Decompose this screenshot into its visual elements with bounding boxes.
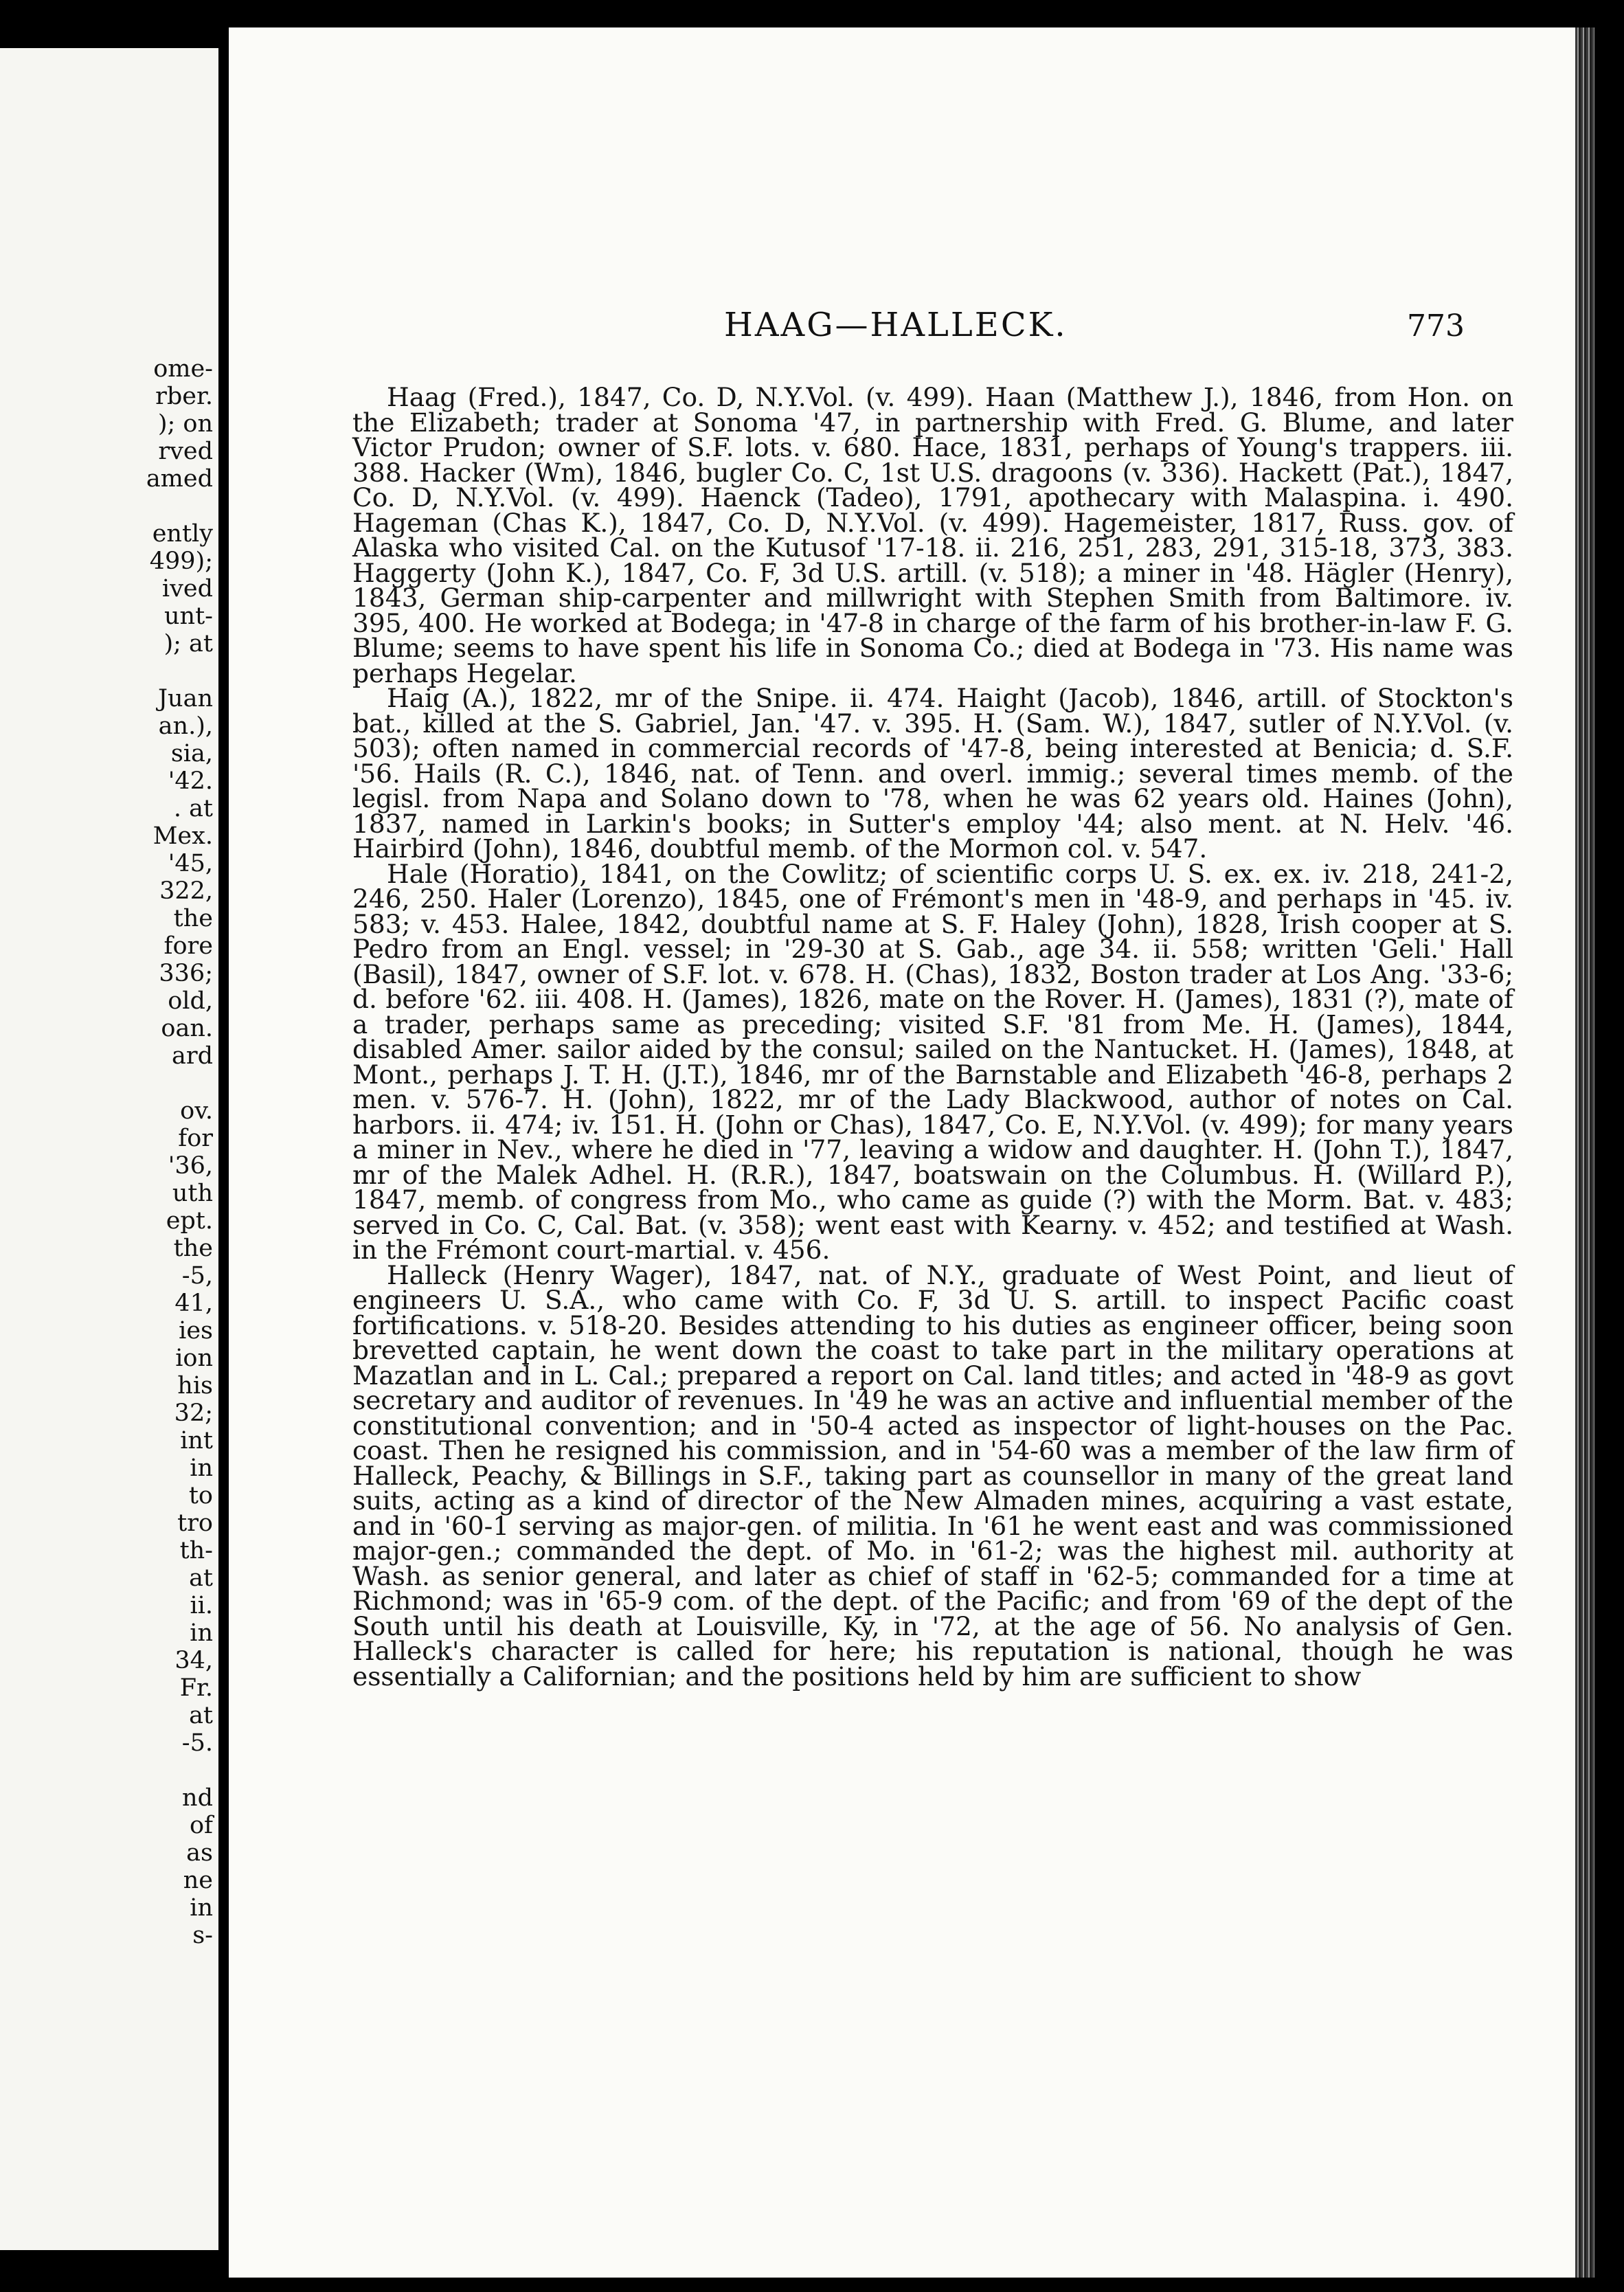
left-line-fragment: unt- [164, 603, 213, 630]
left-line-fragment: 499); [149, 548, 213, 575]
left-line-fragment: th- [179, 1537, 213, 1564]
left-line-fragment: his [177, 1372, 213, 1400]
left-line-fragment: ); at [163, 630, 213, 658]
left-line-fragment: -5, [181, 1262, 213, 1290]
left-line-fragment: Fr. [179, 1674, 213, 1702]
page-number: 773 [1407, 308, 1465, 344]
left-line-fragment [0, 1757, 213, 1784]
left-line-fragment: ies [179, 1317, 213, 1345]
left-line-fragment: nd [182, 1784, 213, 1812]
left-line-fragment: uth [172, 1180, 213, 1207]
page-773 [229, 27, 1575, 2278]
left-line-fragment: Juan [158, 685, 213, 712]
left-line-fragment: Mex. [153, 822, 213, 850]
page-header [229, 306, 1575, 347]
left-line-fragment: ); on [157, 410, 213, 438]
left-line-fragment: fore [163, 932, 213, 960]
left-line-fragment: -5. [181, 1729, 213, 1757]
paragraph-haig: Haig (A.), 1822, mr of the Snipe. ii. 474. Haight (Jacob), 1846, artill. of Stockton's bat., killed at the S. Gabriel, Jan. '47. v. 395. H. (Sam. W.), 1847, sutler of N.Y.Vol. (v. 503); often named in commercial records of '47-8, being interested at Benicia; d. S.F. '56. Hails (R. C.), 1846, nat. of Tenn. and overl. immig.; several times memb. of the legisl. from Napa and Solano down to '78, when he was 62 years old. Haines (John), 1837, named in Larkin's books; in Sutter's employ '44; also ment. at N. Helv. '46. Hairbird (John), 1846, doubtful memb. of the Mormon col. v. 547. [352, 683, 1513, 864]
left-line-fragment: ept. [166, 1207, 213, 1235]
left-line-fragment [0, 1070, 213, 1097]
left-line-fragment: as [186, 1839, 213, 1867]
paragraph-haag: Haag (Fred.), 1847, Co. D, N.Y.Vol. (v. 499). Haan (Matthew J.), 1846, from Hon. on the Elizabeth; trader at Sonoma '47, in partnership with Fred. G. Blume, and later Victor Prudon; owner of S.F. lots. v. 680. Hace, 1831, perhaps of Young's trappers. iii. 388. Hacker (Wm), 1846, bugler Co. C, 1st U.S. dragoons (v. 336). Hackett (Pat.), 1847, Co. D, N.Y.Vol. (v. 499). Haenck (Tadeo), 1791, apothecary with Malaspina. i. 490. Hageman (Chas K.), 1847, Co. D, N.Y.Vol. (v. 499). Hagemeister, 1817, Russ. gov. of Alaska who visited Cal. on the Kutusof '17-18. ii. 216, 251, 283, 291, 315-18, 373, 383. Haggerty (John K.), 1847, Co. F, 3d U.S. artill. (v. 518); a miner in '48. Hägler (Henry), 1843, German ship-carpenter and millwright with Stephen Smith from Baltimore. iv. 395, 400. He worked at Bodega; in '47-8 in charge of the farm of his brother-in-law F. G. Blume; seems to have spent his life in Sonoma Co.; died at Bodega in '73. His name was perhaps Hegelar. [352, 382, 1513, 688]
left-line-fragment: 322, [159, 877, 213, 905]
left-line-fragment [0, 658, 213, 685]
left-page-fragment [0, 48, 218, 2250]
left-line-fragment: in [190, 1894, 213, 1922]
left-line-fragment: '36, [168, 1152, 213, 1180]
left-line-fragment: tro [177, 1509, 213, 1537]
left-line-fragment: ii. [190, 1592, 213, 1619]
book-page-edges [1575, 27, 1594, 2278]
left-line-fragment: ome- [153, 355, 213, 383]
left-line-fragment: at [189, 1564, 213, 1592]
left-line-fragment: oan. [161, 1015, 213, 1042]
left-line-fragment: ion [175, 1345, 213, 1372]
left-line-fragment: 32; [174, 1400, 213, 1427]
left-line-fragment: an.), [158, 712, 213, 740]
left-line-fragment: 34, [174, 1647, 213, 1674]
left-line-fragment: sia, [170, 740, 213, 767]
left-line-fragment: of [189, 1812, 213, 1839]
left-line-fragment: at [189, 1702, 213, 1729]
left-line-fragment: in [190, 1619, 213, 1647]
left-line-fragment: ard [171, 1042, 213, 1070]
left-line-fragment: the [173, 905, 213, 932]
left-line-fragment: rber. [155, 383, 213, 410]
left-line-fragment: for [178, 1125, 213, 1152]
left-line-fragment: 336; [159, 960, 213, 987]
left-line-fragment: amed [146, 465, 213, 493]
left-line-fragment: '45, [168, 850, 213, 877]
left-page-line-ends [0, 355, 213, 1949]
left-line-fragment: in [190, 1454, 213, 1482]
left-line-fragment: ne [183, 1867, 213, 1894]
left-line-fragment: old, [168, 987, 213, 1015]
left-line-fragment: rved [158, 438, 213, 465]
left-line-fragment: ently [152, 520, 213, 548]
left-line-fragment [0, 493, 213, 520]
left-line-fragment: ived [161, 575, 213, 603]
paragraph-hale: Hale (Horatio), 1841, on the Cowlitz; of scientific corps U. S. ex. ex. iv. 218, 241-2, 246, 250. Haler (Lorenzo), 1845, one of Frémont's men in '48-9, and perhaps in '45. iv. 583; v. 453. Halee, 1842, doubtful name at S. F. Haley (John), 1828, Irish cooper at S. Pedro from an Engl. vessel; in '29-30 at S. Gab., age 34. ii. 558; written 'Geli.' Hall (Basil), 1847, owner of S.F. lot. v. 678. H. (Chas), 1832, Boston trader at Los Ang. '33-6; d. before '62. iii. 408. H. (James), 1826, mate on the Rover. H. (James), 1831 (?), mate of a trader, perhaps same as preceding; visited S.F. '81 from Me. H. (James), 1844, disabled Amer. sailor aided by the consul; sailed on the Nantucket. H. (James), 1848, at Mont., perhaps J. T. H. (J.T.), 1846, mr of the Barnstable and Elizabeth '46-8, perhaps 2 men. v. 576-7. H. (John), 1822, mr of the Lady Blackwood, author of notes on Cal. harbors. ii. 474; iv. 151. H. (John or Chas), 1847, Co. E, N.Y.Vol. (v. 499); for many years a miner in Nev., where he died in '77, leaving a widow and daughter. H. (John T.), 1847, mr of the Malek Adhel. H. (R.R.), 1847, boatswain on the Columbus. H. (Willard P.), 1847, memb. of congress from Mo., who came as guide (?) with the Morm. Bat. v. 483; served in Co. C, Cal. Bat. (v. 358); went east with Kearny. v. 452; and testified at Wash. in the Frémont court-martial. v. 456. [352, 858, 1513, 1265]
body-text [352, 382, 1513, 1692]
left-line-fragment: the [173, 1235, 213, 1262]
left-line-fragment: int [180, 1427, 213, 1454]
left-line-fragment: 41, [174, 1290, 213, 1317]
left-line-fragment: to [188, 1482, 213, 1509]
left-line-fragment: ov. [180, 1097, 213, 1125]
left-line-fragment: s- [192, 1922, 213, 1949]
left-line-fragment: '42. [168, 767, 213, 795]
paragraph-halleck: Halleck (Henry Wager), 1847, nat. of N.Y., graduate of West Point, and lieut of engineers U. S.A., who came with Co. F, 3d U. S. artill. to inspect Pacific coast fortifications. v. 518-20. Besides attending to his duties as engineer officer, being soon brevetted captain, he went down the coast to take part in the military operations at Mazatlan and in L. Cal.; prepared a report on Cal. land titles; and acted in '48-9 as govt secretary and auditor of revenues. In '49 he was an active and influential member of the constitutional convention; and in '50-4 acted as inspector of light-houses on the Pac. coast. Then he resigned his commission, and in '54-60 was a member of the law firm of Halleck, Peachy, & Billings in S.F., taking part as counsellor in many of the great land suits, acting as a kind of director of the New Almaden mines, acquiring a vast estate, and in '60-1 serving as major-gen. of militia. In '61 he went east and was commissioned major-gen.; commanded the dept. of Mo. in '61-2; was the highest mil. authority at Wash. as senior general, and later as chief of staff in '62-5; commanded for a time at Richmond; was in '65-9 com. of the dept. of the Pacific; and from '69 of the dept of the South until his death at Louisville, Ky, in '72, at the age of 56. No analysis of Gen. Halleck's character is called for here; his reputation is national, though he was essentially a Californian; and the positions held by him are sufficient to show [352, 1259, 1513, 1692]
running-head: HAAG—HALLECK. [724, 306, 1068, 344]
left-line-fragment: . at [173, 795, 213, 822]
